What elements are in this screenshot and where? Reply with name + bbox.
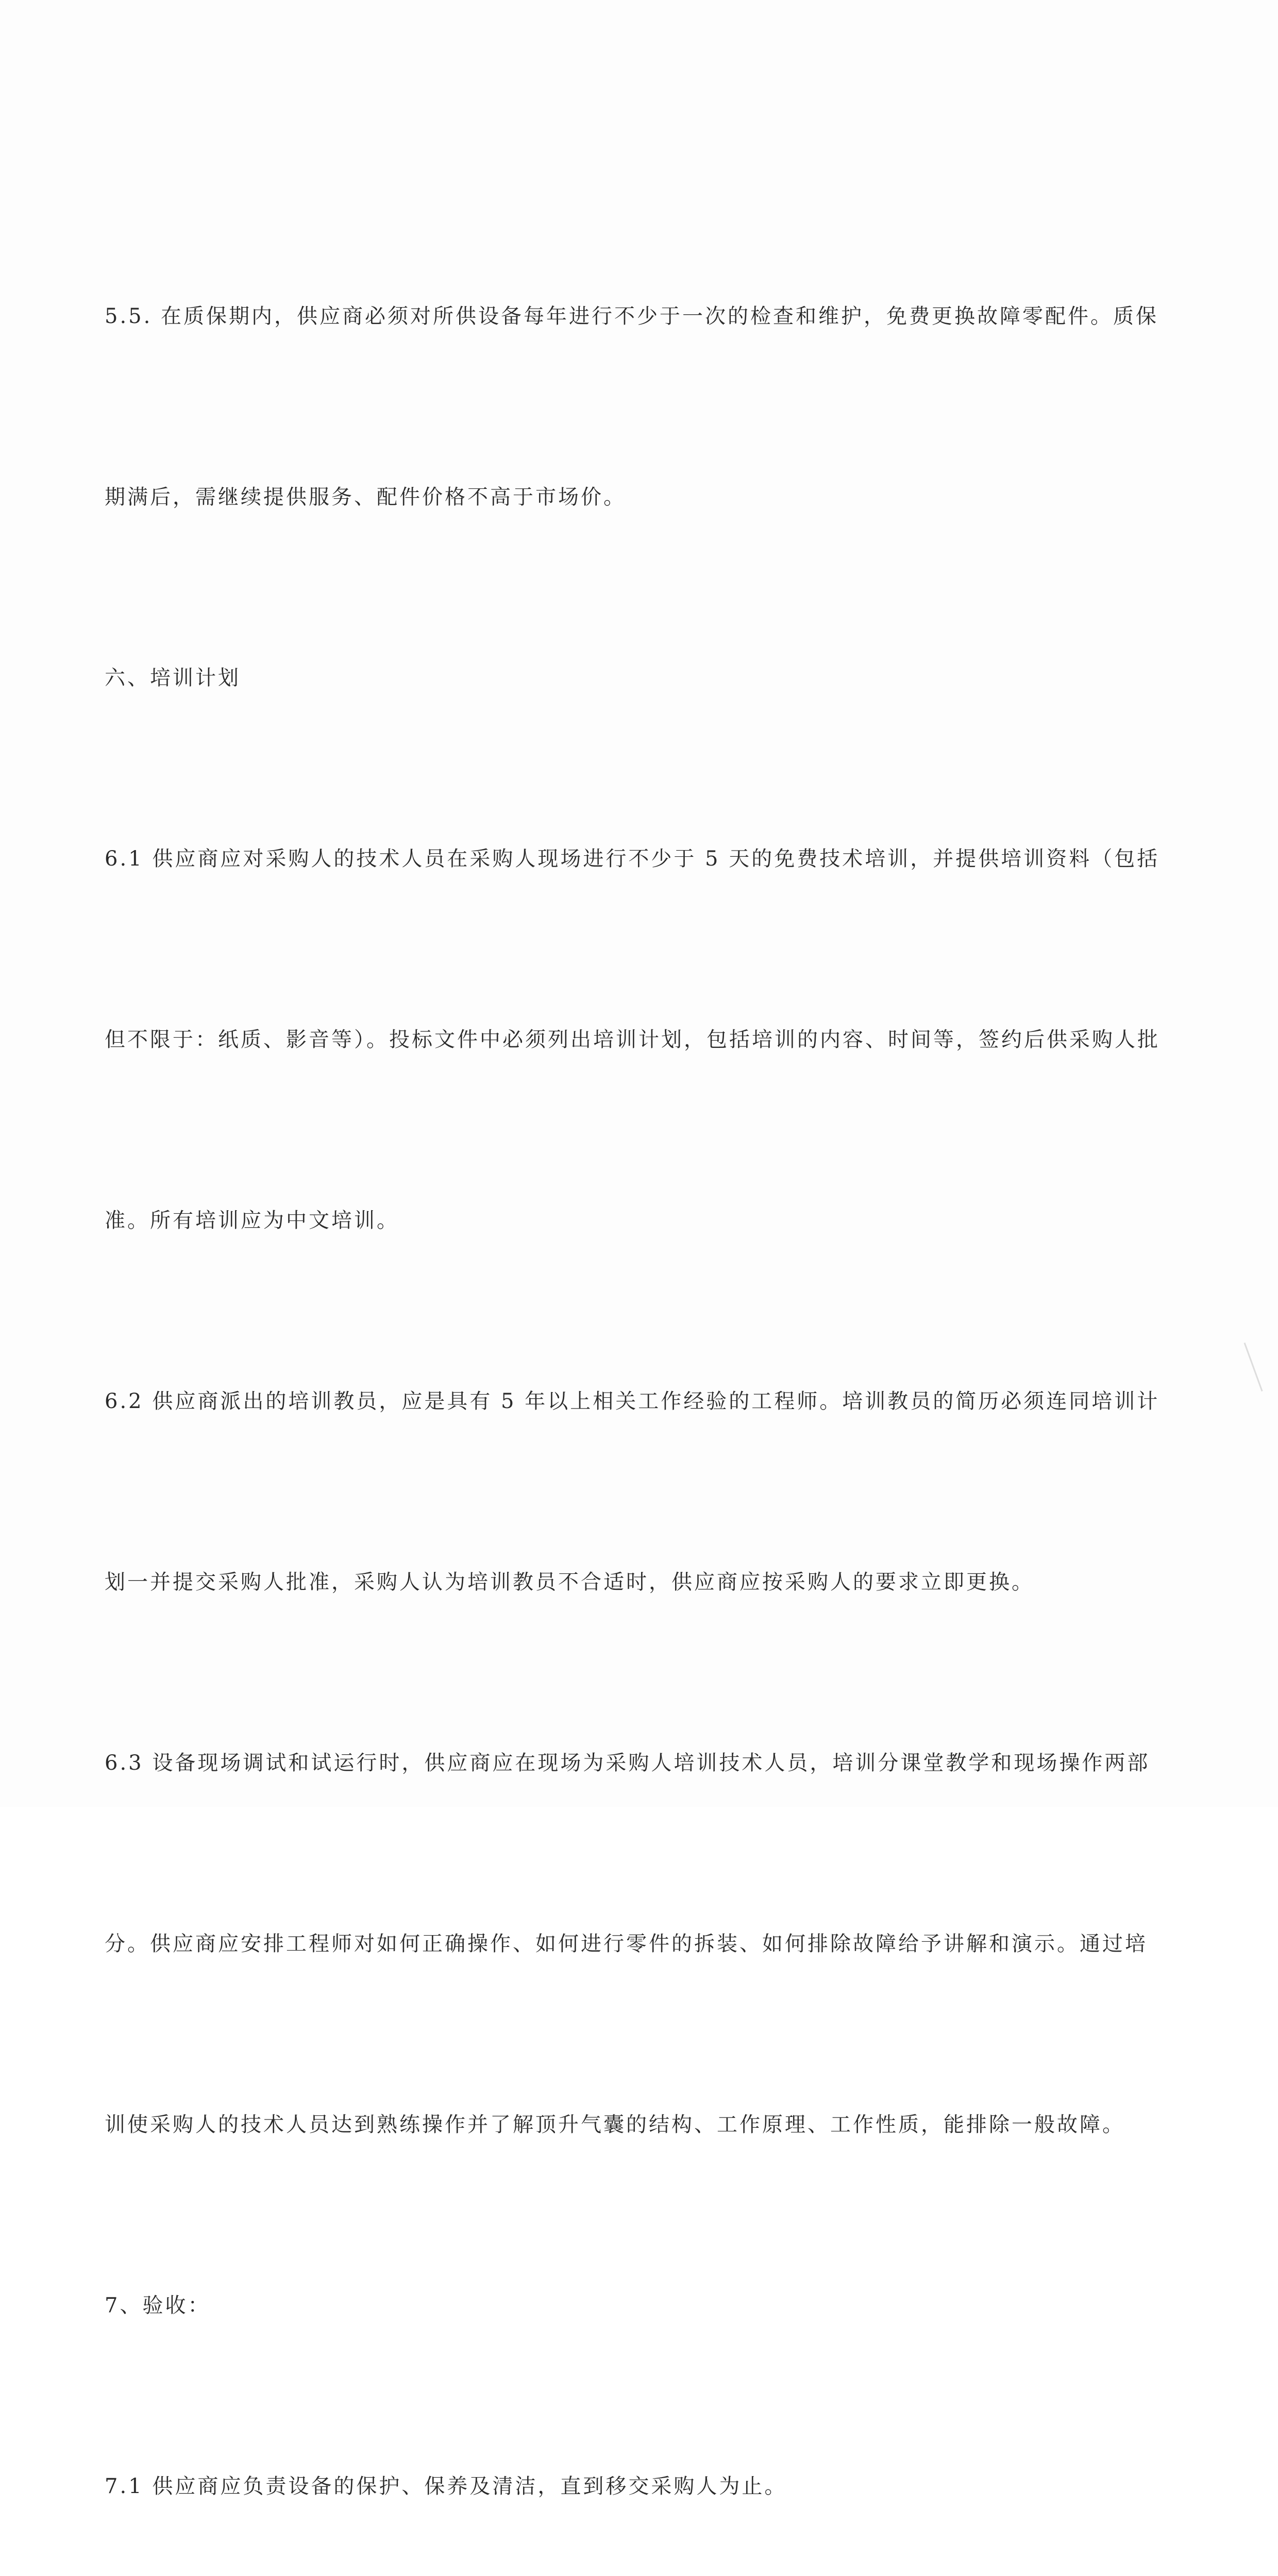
document-text xyxy=(105,166,1160,2576)
text-line: 6.2 供应商派出的培训教员，应是具有 5 年以上相关工作经验的工程师。培训教员的简历必须连同培训计 xyxy=(105,1389,1160,1413)
text-line: 6.3 设备现场调试和试运行时，供应商应在现场为采购人培训技术人员，培训分课堂教学和现场操作两部 xyxy=(105,1751,1150,1775)
section-heading-training: 六、培训计划 xyxy=(105,666,241,690)
text-line: 划一并提交采购人批准，采购人认为培训教员不合适时，供应商应按采购人的要求立即更换。 xyxy=(105,1570,1034,1594)
section-heading-acceptance: 7、验收： xyxy=(105,2294,211,2317)
text-line: 准。所有培训应为中文培训。 xyxy=(105,1209,399,1232)
seal-edge-trace xyxy=(1244,1339,1273,1392)
document-body xyxy=(105,166,1160,2576)
text-line: 训使采购人的技术人员达到熟练操作并了解顶升气囊的结构、工作原理、工作性质，能排除一般故障。 xyxy=(105,2113,1125,2137)
text-line: 期满后，需继续提供服务、配件价格不高于市场价。 xyxy=(105,485,626,509)
text-line: 6.1 供应商应对采购人的技术人员在采购人现场进行不少于 5 天的免费技术培训，并提供培训资料（包括 xyxy=(105,847,1160,871)
text-line: 分。供应商应安排工程师对如何正确操作、如何进行零件的拆装、如何排除故障给予讲解和演示。通过培 xyxy=(105,1932,1148,1956)
text-line: 7.1 供应商应负责设备的保护、保养及清洁，直到移交采购人为止。 xyxy=(105,2475,787,2498)
text-line: 5.5. 在质保期内，供应商必须对所供设备每年进行不少于一次的检查和维护，免费更换故障零配件。质保 xyxy=(105,304,1159,328)
text-line: 但不限于：纸质、影音等）。投标文件中必须列出培训计划，包括培训的内容、时间等，签约后供采购人批 xyxy=(105,1028,1160,1052)
